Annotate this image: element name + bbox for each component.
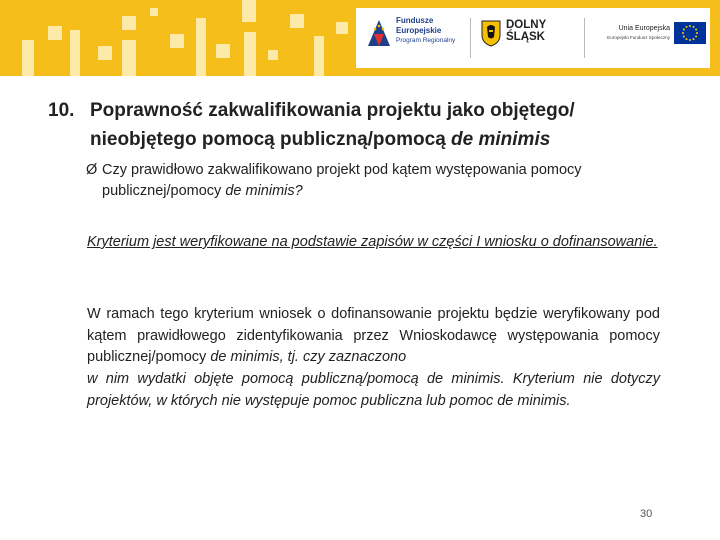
unia-europejska-logo-text: Unia Europejska Europejski Fundusz Społeczny [607, 25, 670, 40]
fundusze-europejskie-icon [366, 18, 392, 48]
question-text: Czy prawidłowo zakwalifikowano projekt pod kątem występowania pomocy publicznej/pomocy de minimis? [102, 162, 582, 199]
heading-number: 10. [48, 100, 75, 121]
decor-square [122, 40, 136, 76]
logo-strip [356, 8, 710, 68]
decor-square [196, 18, 206, 76]
decor-square [98, 46, 112, 60]
decor-square [336, 22, 348, 34]
decor-square [314, 36, 324, 76]
decor-square [290, 14, 304, 28]
fundusze-logo-text: Fundusze Europejskie Program Regionalny [396, 16, 456, 44]
decor-square [22, 40, 34, 76]
page-number: 30 [640, 508, 653, 520]
header-banner [0, 0, 720, 76]
decor-square [48, 26, 62, 40]
logo-divider [470, 18, 471, 58]
criterion-text: Kryterium jest weryfikowane na podstawie zapisów w części I wniosku o dofinansowanie. [87, 234, 658, 250]
heading-line-1: Poprawność zakwalifikowania projektu jako objętego/ [90, 100, 575, 121]
decor-square [70, 30, 80, 76]
heading-line-2: nieobjętego pomocą publiczną/pomocą de minimis [90, 129, 551, 150]
logo-divider [584, 18, 585, 58]
decor-square [242, 0, 256, 22]
decor-square [150, 8, 158, 16]
arrow-bullet-icon: Ø [86, 162, 98, 178]
description-text: W ramach tego kryterium wniosek o dofinansowanie projektu będzie weryfikowany pod kątem prawidłowego zidentyfikowania przez Wnioskodawcę występowania pomocy publicznej/pomocy de minimis, tj. czy zaznaczono w nim wydatki objęte pomocą publiczną/pomocą de minimis. Kryterium nie dotyczy projektów, w których nie występuje pomoc publiczna lub pomoc de minimis. [87, 306, 660, 409]
eu-flag-icon [674, 22, 706, 44]
decor-square [122, 16, 136, 30]
decor-square [244, 32, 256, 76]
decor-square [170, 34, 184, 48]
decor-square [268, 50, 278, 60]
dolny-slask-crest-icon [480, 19, 502, 47]
dolny-slask-logo-text: DOLNY ŚLĄSK [506, 19, 547, 43]
decor-square [216, 44, 230, 58]
